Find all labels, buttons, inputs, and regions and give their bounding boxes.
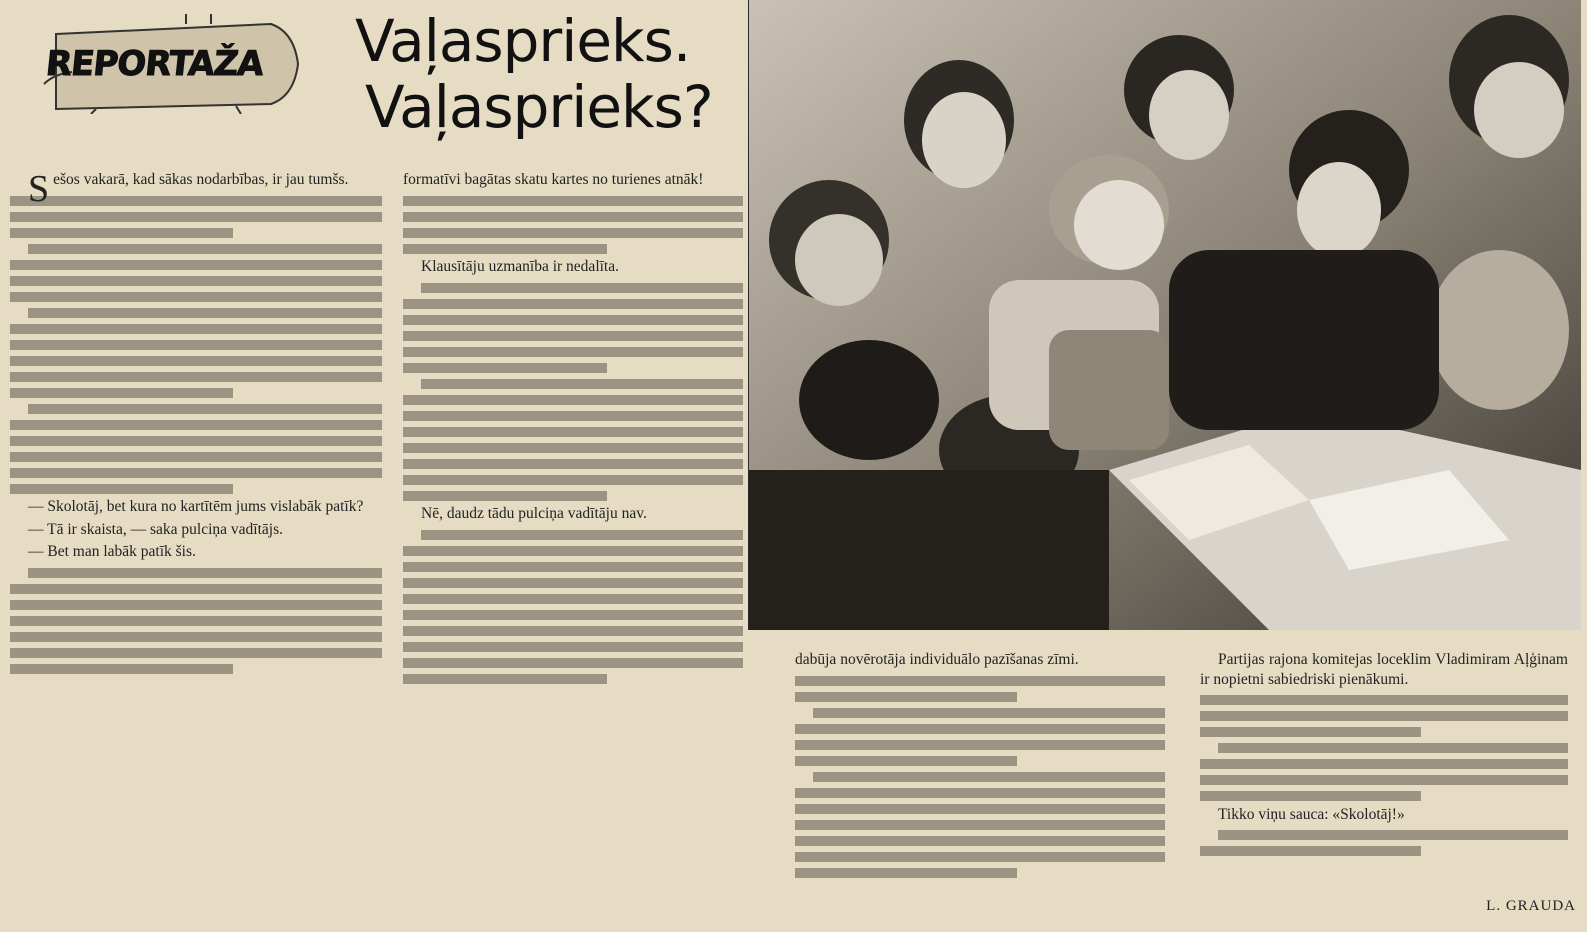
placeholder-line	[795, 724, 1165, 734]
placeholder-line	[403, 658, 743, 668]
placeholder-line	[10, 648, 382, 658]
placeholder-line	[1200, 727, 1421, 737]
placeholder-line	[795, 756, 1017, 766]
placeholder-line	[10, 616, 382, 626]
placeholder-line	[403, 427, 743, 437]
paragraph: Partijas rajona komitejas loceklim Vladimiram Aļģinam ir nopietni sabiedriski pienākumi.	[1200, 651, 1568, 688]
byline: L. GRAUDA	[1486, 898, 1576, 914]
placeholder-line	[10, 372, 382, 382]
article-column-2	[403, 170, 743, 687]
placeholder-line	[403, 626, 743, 636]
placeholder-line	[403, 642, 743, 652]
placeholder-line	[403, 443, 743, 453]
placeholder-line	[28, 404, 382, 414]
placeholder-line	[10, 584, 382, 594]
placeholder-line	[795, 836, 1165, 846]
placeholder-line	[10, 468, 382, 478]
placeholder-line	[1200, 775, 1568, 785]
placeholder-line	[10, 340, 382, 350]
placeholder-line	[795, 852, 1165, 862]
placeholder-line	[813, 708, 1165, 718]
placeholder-line	[403, 562, 743, 572]
placeholder-line	[403, 196, 743, 206]
placeholder-line	[10, 420, 382, 430]
placeholder-line	[10, 260, 382, 270]
article-column-1	[10, 170, 382, 677]
headline-line-2: Vaļasprieks?	[365, 73, 713, 141]
paragraph: Klausītāju uzmanība ir nedalīta.	[421, 258, 619, 275]
placeholder-line	[10, 292, 382, 302]
placeholder-line	[10, 228, 233, 238]
placeholder-line	[403, 244, 607, 254]
paragraph: Nē, daudz tādu pulciņa vadītāju nav.	[421, 505, 647, 522]
placeholder-line	[1200, 846, 1421, 856]
placeholder-line	[795, 692, 1017, 702]
placeholder-line	[10, 452, 382, 462]
paragraph: Tikko viņu sauca: «Skolotāj!»	[1218, 805, 1405, 823]
placeholder-line	[1200, 695, 1568, 705]
placeholder-line	[795, 868, 1017, 878]
placeholder-line	[28, 568, 382, 578]
placeholder-line	[403, 475, 743, 485]
photo-children-with-teacher	[748, 0, 1581, 630]
headline	[355, 8, 755, 140]
placeholder-line	[10, 484, 233, 494]
placeholder-line	[403, 674, 607, 684]
headline-line-1: Vaļasprieks.	[355, 7, 691, 75]
article-column-3	[795, 650, 1165, 881]
placeholder-line	[10, 436, 382, 446]
placeholder-line	[403, 228, 743, 238]
paragraph: formatīvi bagātas skatu kartes no turienes atnāk!	[403, 171, 704, 188]
placeholder-line	[795, 820, 1165, 830]
placeholder-line	[421, 530, 743, 540]
placeholder-line	[403, 315, 743, 325]
placeholder-line	[1218, 743, 1568, 753]
placeholder-line	[795, 804, 1165, 814]
article-column-4	[1200, 650, 1568, 860]
rubric-badge	[36, 14, 306, 114]
placeholder-line	[10, 276, 382, 286]
placeholder-line	[10, 664, 233, 674]
placeholder-line	[403, 546, 743, 556]
placeholder-line	[1200, 791, 1421, 801]
placeholder-line	[10, 600, 382, 610]
paragraph: dabūja novērotāja individuālo pazīšanas zīmi.	[795, 651, 1079, 668]
placeholder-line	[421, 283, 743, 293]
placeholder-line	[403, 491, 607, 501]
placeholder-line	[795, 788, 1165, 798]
placeholder-line	[10, 212, 382, 222]
placeholder-line	[403, 363, 607, 373]
placeholder-line	[28, 308, 382, 318]
paragraph: — Tā ir skaista, — saka pulciņa vadītājs.	[28, 520, 283, 538]
placeholder-line	[1200, 759, 1568, 769]
placeholder-line	[28, 244, 382, 254]
placeholder-line	[403, 594, 743, 604]
placeholder-line	[813, 772, 1165, 782]
placeholder-line	[795, 740, 1165, 750]
placeholder-line	[403, 212, 743, 222]
placeholder-line	[403, 411, 743, 421]
rubric-label: REPORTAŽA	[43, 44, 265, 84]
paragraph: — Skolotāj, bet kura no kartītēm jums vislabāk patīk?	[28, 498, 364, 515]
placeholder-line	[403, 459, 743, 469]
dropcap: S	[28, 168, 50, 210]
placeholder-line	[421, 379, 743, 389]
placeholder-line	[403, 578, 743, 588]
placeholder-line	[403, 347, 743, 357]
placeholder-line	[10, 324, 382, 334]
placeholder-line	[795, 676, 1165, 686]
placeholder-line	[10, 196, 382, 206]
placeholder-line	[1200, 711, 1568, 721]
paragraph: — Bet man labāk patīk šis.	[28, 543, 196, 560]
placeholder-line	[403, 331, 743, 341]
placeholder-line	[10, 632, 382, 642]
article-opening: ešos vakarā, kad sākas nodarbības, ir jau tumšs.	[53, 171, 349, 188]
placeholder-line	[403, 610, 743, 620]
photo-image	[749, 0, 1581, 630]
placeholder-line	[1218, 830, 1568, 840]
placeholder-line	[10, 388, 233, 398]
placeholder-line	[403, 395, 743, 405]
placeholder-line	[10, 356, 382, 366]
placeholder-line	[403, 299, 743, 309]
